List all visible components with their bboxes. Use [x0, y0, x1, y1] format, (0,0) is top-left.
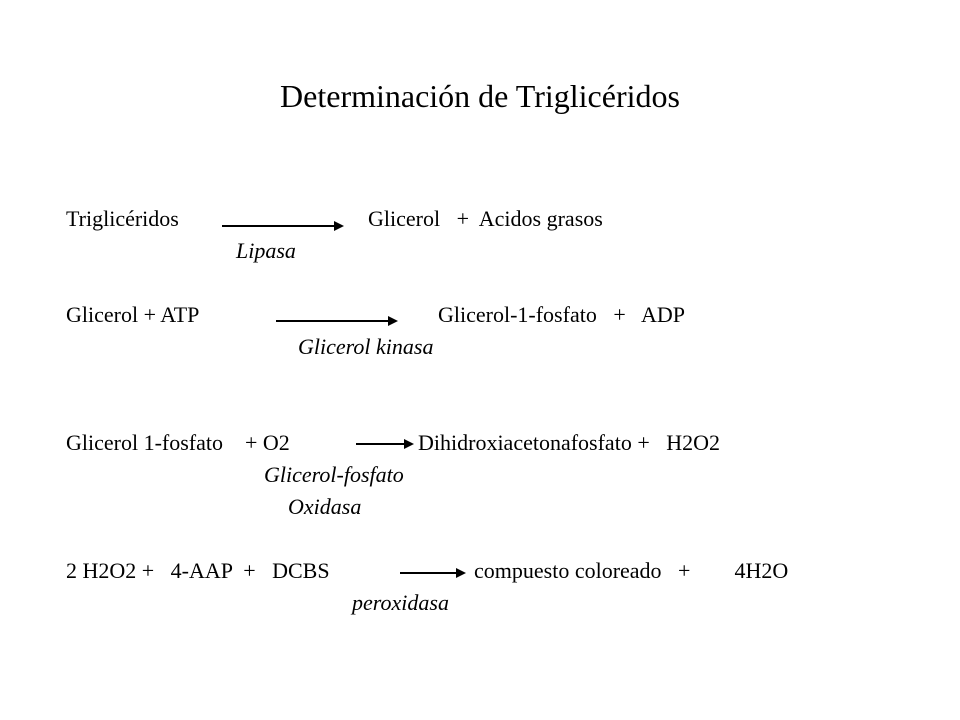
reaction-4-enzyme: peroxidasa [352, 590, 449, 615]
reaction-4-reactants: 2 H2O2 + 4-AAP + DCBS [66, 558, 330, 583]
reaction-2-reactants: Glicerol + ATP [66, 302, 200, 327]
reaction-3-products: Dihidroxiacetonafosfato + H2O2 [418, 430, 720, 455]
reaction-2-enzyme: Glicerol kinasa [298, 334, 434, 359]
reaction-1-products: Glicerol + Acidos grasos [368, 206, 603, 231]
reaction-3-enzyme-line-2: Oxidasa [288, 494, 362, 519]
reaction-3-reactants: Glicerol 1-fosfato + O2 [66, 430, 290, 455]
reaction-2-arrow-icon [276, 316, 398, 326]
reaction-3-enzyme-line-1: Glicerol-fosfato [264, 462, 404, 487]
reaction-4-products: compuesto coloreado + 4H2O [474, 558, 789, 583]
reaction-1-arrow-icon [222, 221, 344, 231]
page-title: Determinación de Triglicéridos [280, 78, 680, 114]
reaction-1-enzyme: Lipasa [236, 238, 296, 263]
reaction-3-arrow-icon [356, 439, 414, 449]
reaction-1-reactants: Triglicéridos [66, 206, 179, 231]
reaction-2-products: Glicerol-1-fosfato + ADP [438, 302, 686, 327]
reaction-4-arrow-icon [400, 568, 466, 578]
